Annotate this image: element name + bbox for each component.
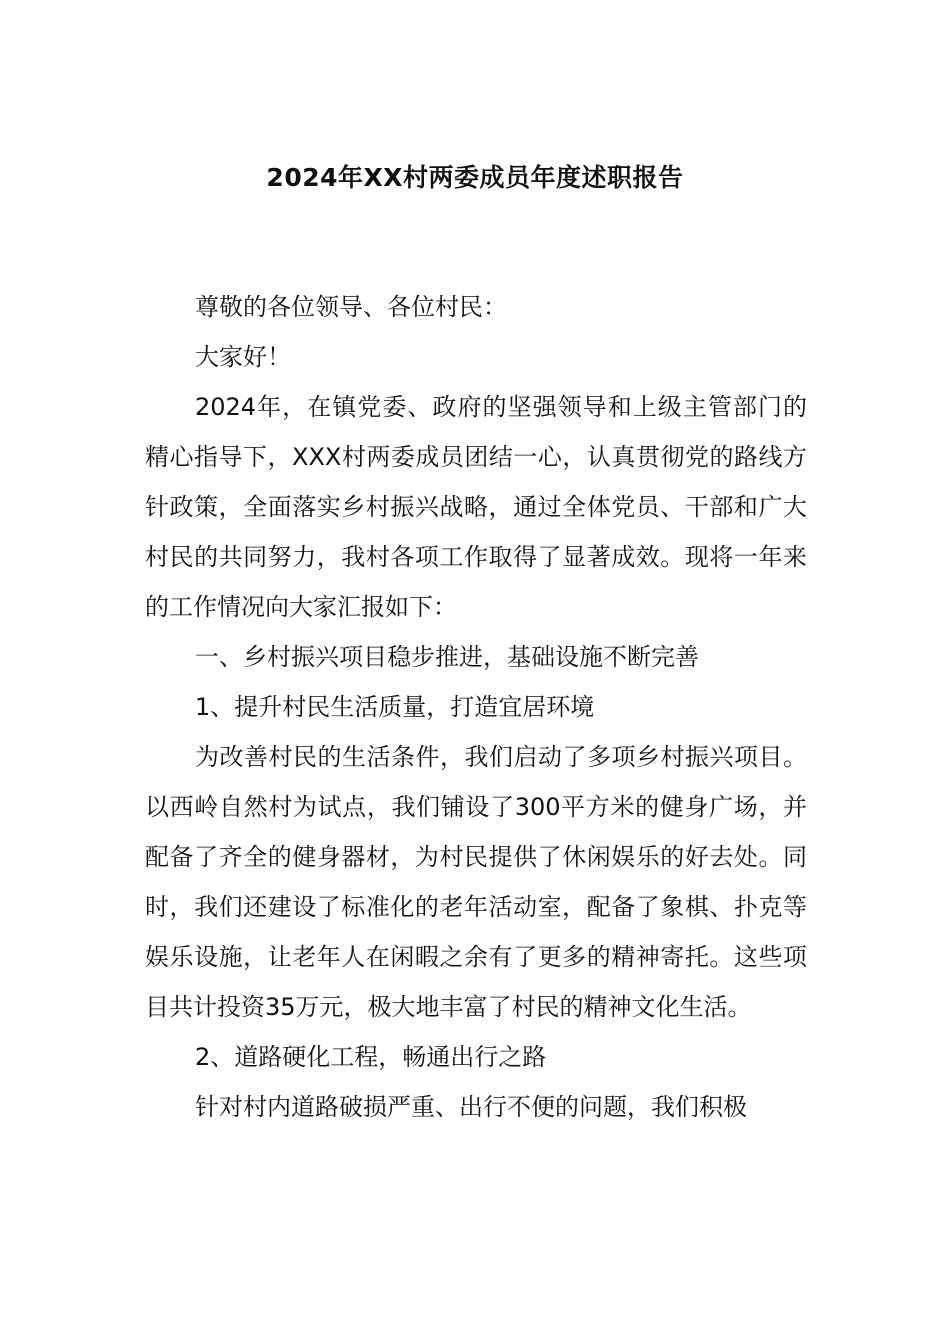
body-paragraph-2: 针对村内道路破损严重、出行不便的问题，我们积极 <box>195 1093 747 1121</box>
document-title: 2024年XX村两委成员年度述职报告 <box>266 163 684 192</box>
salutation-paragraph: 尊敬的各位领导、各位村民： <box>195 293 507 321</box>
subsection-heading-2: 2、道路硬化工程，畅通出行之路 <box>195 1043 547 1071</box>
document-body <box>145 282 807 1132</box>
subsection-heading-1: 1、提升村民生活质量，打造宜居环境 <box>195 693 595 721</box>
section-heading: 一、乡村振兴项目稳步推进，基础设施不断完善 <box>195 643 699 671</box>
intro-paragraph: 2024年，在镇党委、政府的坚强领导和上级主管部门的精心指导下，XXX村两委成员团结一心，认真贯彻党的路线方针政策，全面落实乡村振兴战略，通过全体党员、干部和广大村民的共同努力，我村各项工作取得了显著成效。现将一年来的工作情况向大家汇报如下： <box>145 393 807 621</box>
greeting-paragraph: 大家好！ <box>195 343 291 371</box>
body-paragraph-1: 为改善村民的生活条件，我们启动了多项乡村振兴项目。以西岭自然村为试点，我们铺设了300平方米的健身广场，并配备了齐全的健身器材，为村民提供了休闲娱乐的好去处。同时，我们还建设了标准化的老年活动室，配备了象棋、扑克等娱乐设施，让老年人在闲暇之余有了更多的精神寄托。这些项目共计投资35万元，极大地丰富了村民的精神文化生活。 <box>145 743 807 1021</box>
